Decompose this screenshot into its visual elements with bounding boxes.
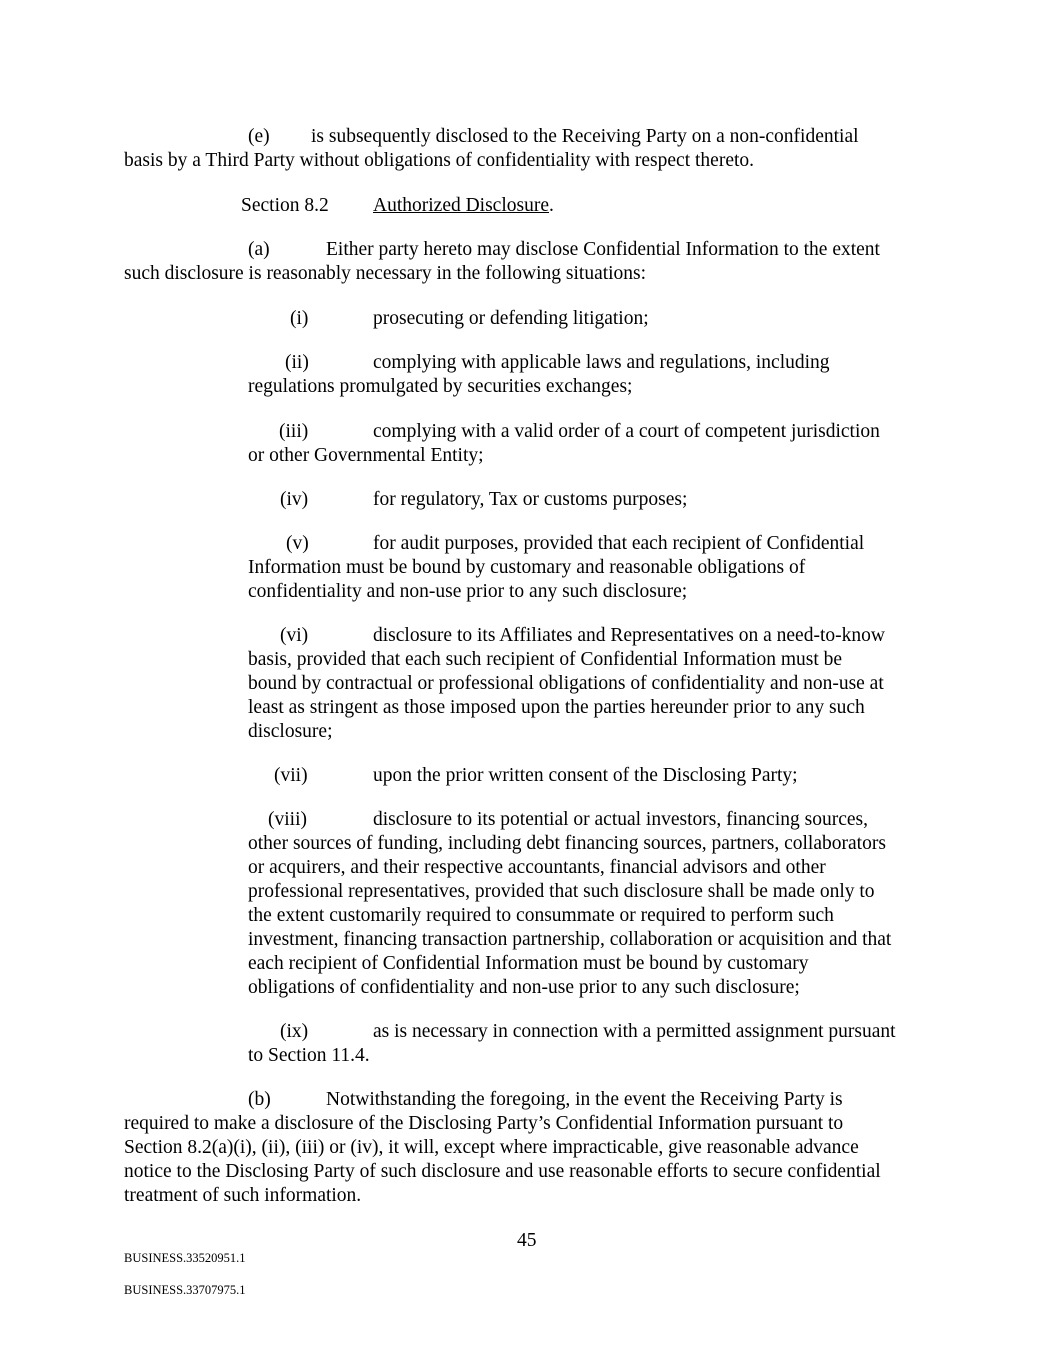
paragraph-text-line: treatment of such information. xyxy=(124,1185,362,1206)
paragraph-label: (b) xyxy=(248,1089,271,1110)
list-item-label: (iii) xyxy=(279,421,309,442)
document-id: BUSINESS.33520951.1 xyxy=(124,1251,246,1265)
paragraph-text-line: is subsequently disclosed to the Receiving Party on a non-confidential xyxy=(311,126,859,147)
list-item-line: disclosure to its Affiliates and Representatives on a need-to-know xyxy=(373,625,885,646)
list-item-line: each recipient of Confidential Information must be bound by customary xyxy=(248,953,809,974)
list-item-line: bound by contractual or professional obligations of confidentiality and non-use at xyxy=(248,673,884,694)
page-number: 45 xyxy=(517,1230,537,1251)
list-item-line: for audit purposes, provided that each recipient of Confidential xyxy=(373,533,865,554)
paragraph-label: (e) xyxy=(248,126,270,147)
section-title-wrap xyxy=(373,194,554,218)
list-item-line: other sources of funding, including debt financing sources, partners, collaborators xyxy=(248,833,886,854)
list-item-label: (ii) xyxy=(285,352,309,373)
list-item-line: Information must be bound by customary and reasonable obligations of xyxy=(248,557,806,578)
list-item-line: disclosure to its potential or actual investors, financing sources, xyxy=(373,809,868,830)
section-title-suffix: . xyxy=(549,195,554,216)
document-id: BUSINESS.33707975.1 xyxy=(124,1283,246,1297)
paragraph-text-line: such disclosure is reasonably necessary in the following situations: xyxy=(124,263,647,284)
list-item-line: regulations promulgated by securities exchanges; xyxy=(248,376,633,397)
list-item-label: (v) xyxy=(286,533,309,554)
paragraph-label: (a) xyxy=(248,239,270,260)
list-item-line: prosecuting or defending litigation; xyxy=(373,308,649,329)
paragraph-text-line: basis by a Third Party without obligations of confidentiality with respect thereto. xyxy=(124,150,755,171)
section-title: Authorized Disclosure xyxy=(373,195,549,216)
list-item-line: obligations of confidentiality and non-use prior to any such disclosure; xyxy=(248,977,800,998)
list-item-label: (ix) xyxy=(280,1021,309,1042)
list-item-line: disclosure; xyxy=(248,721,333,742)
list-item-line: the extent customarily required to consummate or required to perform such xyxy=(248,905,834,926)
list-item-line: complying with applicable laws and regulations, including xyxy=(373,352,830,373)
list-item-label: (viii) xyxy=(268,809,307,830)
list-item-line: complying with a valid order of a court of competent jurisdiction xyxy=(373,421,880,442)
paragraph-text-line: Notwithstanding the foregoing, in the event the Receiving Party is xyxy=(326,1089,843,1110)
list-item-line: as is necessary in connection with a permitted assignment pursuant xyxy=(373,1021,896,1042)
list-item-line: upon the prior written consent of the Disclosing Party; xyxy=(373,765,798,786)
list-item-label: (vii) xyxy=(274,765,308,786)
list-item-line: confidentiality and non-use prior to any such disclosure; xyxy=(248,581,688,602)
paragraph-text-line: required to make a disclosure of the Disclosing Party’s Confidential Information pursuant to xyxy=(124,1113,844,1134)
list-item-line: or other Governmental Entity; xyxy=(248,445,484,466)
list-item-line: or acquirers, and their respective accountants, financial advisors and other xyxy=(248,857,826,878)
section-number: Section 8.2 xyxy=(241,195,329,216)
list-item-line: professional representatives, provided that such disclosure shall be made only to xyxy=(248,881,875,902)
list-item-line: to Section 11.4. xyxy=(248,1045,370,1066)
paragraph-text-line: Either party hereto may disclose Confidential Information to the extent xyxy=(326,239,880,260)
list-item-label: (i) xyxy=(290,308,309,329)
list-item-label: (iv) xyxy=(280,489,309,510)
list-item-line: for regulatory, Tax or customs purposes; xyxy=(373,489,688,510)
paragraph-text-line: Section 8.2(a)(i), (ii), (iii) or (iv), it will, except where impracticable, give reasonable advance xyxy=(124,1137,859,1158)
list-item-line: least as stringent as those imposed upon the parties hereunder prior to any such xyxy=(248,697,865,718)
list-item-label: (vi) xyxy=(280,625,309,646)
list-item-line: basis, provided that each such recipient of Confidential Information must be xyxy=(248,649,843,670)
list-item-line: investment, financing transaction partnership, collaboration or acquisition and that xyxy=(248,929,892,950)
paragraph-text-line: notice to the Disclosing Party of such disclosure and use reasonable efforts to secure confidential xyxy=(124,1161,881,1182)
